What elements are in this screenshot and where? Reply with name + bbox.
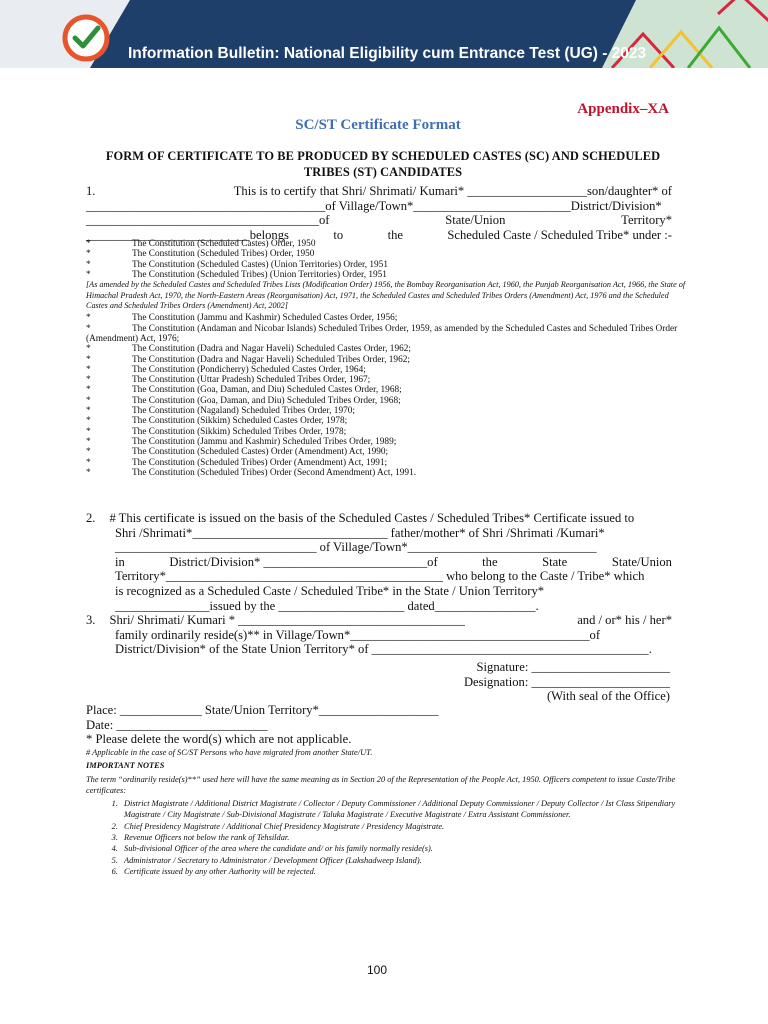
para1-text: the [387,227,403,242]
asterisk-marker: * [86,239,91,249]
asterisk-marker: * [86,436,91,447]
order-item [86,355,686,365]
asterisk-marker: * [86,354,91,365]
order-text: The Constitution (Andaman and Nicobar Islands) Scheduled Tribes Order, 1959, as amended by the Scheduled Castes and Scheduled Tribes Order (Amendment) Act, 1976; [86,323,678,344]
asterisk-marker: * [86,395,91,406]
para1-text: to [333,227,344,242]
order-item [86,270,686,280]
para3-family: and / or* his / her* [577,613,672,628]
para2-text: District/Division* __________________________of [169,554,438,569]
order-text: The Constitution (Scheduled Tribes) Order, 1950 [132,249,315,260]
para2-line-3: ________________________________ of Village/Town*______________________________ [115,540,597,555]
para2-text: # This certificate is issued on the basis of the Scheduled Castes / Scheduled Tribes* Certificate issued to [109,511,635,525]
asterisk-marker: * [86,249,91,260]
order-text: The Constitution (Scheduled Castes) (Union Territories) Order, 1951 [132,259,388,270]
para2-line-2: Shri /Shrimati*_______________________________ father/mother* of Shri /Shrimati /Kumari* [115,525,605,540]
order-text: The Constitution (Scheduled Castes) Order (Amendment) Act, 1990; [132,447,389,458]
notes-intro: The term “ordinarily reside(s)**” used here will have the same meaning as in Section 20 of the Representation of the People Act, 1950. Officers competent to issue Caste/Tribe certificates: [86,774,676,795]
nta-logo [62,14,110,62]
officer-list-item: 6. Certificate issued by any other Authority will be rejected. [120,866,682,877]
asterisk-marker: * [86,406,91,417]
document-header [0,0,768,68]
order-item [86,468,686,478]
orders-group-b [86,313,686,478]
officer-list-item: 2. Chief Presidency Magistrate / Additional Chief Presidency Magistrate / Presidency Magistrate. [120,821,682,832]
para2-number: 2. [86,511,96,525]
competent-officers-list [86,798,682,877]
important-notes [86,747,682,877]
officer-list-item: 3. Revenue Officers not below the rank of Tehsildar. [120,832,682,843]
page-number: 100 [366,963,388,977]
order-text: The Constitution (Dadra and Nagar Haveli) Scheduled Tribes Order, 1962; [132,354,410,365]
asterisk-marker: * [86,323,91,334]
order-item [86,365,686,375]
order-item [86,416,686,426]
order-item [86,385,686,395]
para1-text: ______________________________________of Village/Town*_________________________District/Division* [86,198,662,213]
para2-text: in [115,554,125,569]
order-text: The Constitution (Nagaland) Scheduled Tribes Order, 1970; [132,406,355,417]
signature-block [464,660,670,704]
para1-line-3 [86,213,672,228]
para3-number: 3. [86,613,96,628]
order-item [86,427,686,437]
asterisk-marker: * [86,259,91,270]
order-text: The Constitution (Scheduled Tribes) (Union Territories) Order, 1951 [132,269,387,280]
migration-note: # Applicable in the case of SC/ST Persons who have migrated from another State/UT. [86,748,373,757]
asterisk-marker: * [86,375,91,386]
signature-line: Signature: ______________________ [476,660,670,674]
order-item [86,313,686,323]
asterisk-marker: * [86,467,91,478]
officer-list-item: 4. Sub-divisional Officer of the area where the candidate and/ or his family normally reside(s). [120,843,682,854]
order-item [86,396,686,406]
para1-number: 1. [86,184,96,198]
place-date-block [86,703,486,747]
order-text: The Constitution (Scheduled Castes) Order, 1950 [132,239,316,249]
constitution-orders-list [86,239,686,478]
date-line: Date: ________________________ [86,717,268,732]
order-item [86,344,686,354]
asterisk-marker: * [86,313,91,324]
asterisk-marker: * [86,344,91,355]
asterisk-marker: * [86,426,91,437]
order-text: The Constitution (Dadra and Nagar Haveli) Scheduled Castes Order, 1962; [132,344,411,355]
certificate-paragraph-1 [86,184,672,242]
logo-check-icon [62,14,110,62]
asterisk-marker: * [86,416,91,427]
order-item [86,447,686,457]
order-item [86,458,686,468]
order-item [86,260,686,270]
para3-line-2: family ordinarily reside(s)** in Village/Town*______________________________________of [115,627,601,642]
para1-text: Territory* [621,213,672,227]
asterisk-marker: * [86,385,91,396]
para1-text: Scheduled Caste / Scheduled Tribe* under :- [447,227,672,242]
order-text: The Constitution (Goa, Daman, and Diu) Scheduled Tribes Order, 1968; [132,395,401,406]
order-item [86,324,686,345]
order-item [86,437,686,447]
para1-text: This is to certify that Shri/ Shrimati/ Kumari* ___________________son/daughter* of [233,184,672,198]
para1-text: State/Union [445,213,506,227]
order-text: The Constitution (Sikkim) Scheduled Castes Order, 1978; [132,416,348,427]
para2-text: State [542,554,568,569]
order-text: The Constitution (Pondicherry) Scheduled Castes Order, 1964; [132,364,366,375]
certificate-format-title: SC/ST Certificate Format [295,117,461,133]
order-item [86,239,686,249]
para2-line-4 [86,555,672,570]
para2-line-7: _______________issued by the ____________________ dated________________. [115,598,539,613]
appendix-label: Appendix–XA [577,101,669,117]
para3-line-3: District/Division* of the State Union Territory* of ____________________________________________. [115,642,652,657]
para3-name-blank: Shri/ Shrimati/ Kumari * ____________________________________ [109,613,465,628]
order-text: The Constitution (Jammu and Kashmir) Scheduled Castes Order, 1956; [132,313,398,324]
order-text: The Constitution (Scheduled Tribes) Order (Amendment) Act, 1991; [132,457,388,468]
asterisk-marker: * [86,269,91,280]
bulletin-title: Information Bulletin: National Eligibility cum Entrance Test (UG) - 2023 [128,45,647,62]
form-heading: FORM OF CERTIFICATE TO BE PRODUCED BY SCHEDULED CASTES (SC) AND SCHEDULED TRIBES (ST) CANDIDATES [105,149,661,179]
order-text: The Constitution (Uttar Pradesh) Scheduled Tribes Order, 1967; [132,375,371,386]
delete-note: * Please delete the word(s) which are not applicable. [86,732,352,747]
officer-list-item: 1. District Magistrate / Additional District Magistrate / Collector / Deputy Commissioner / Additional Deputy Commissioner / Deputy Collector / Ist Class Stipendiary Magistrate / City Magistrate / Sub-Divisional Magistrate / Taluka Magistrate / Executive Magistrate / Extra Assistant Commissioner. [120,798,682,821]
officer-list-item: 5. Administrator / Secretary to Administrator / Development Officer (Lakshadweep Island). [120,855,682,866]
order-item [86,249,686,259]
para1-line-1 [86,184,672,199]
para1-line-2 [86,199,672,214]
order-text: The Constitution (Goa, Daman, and Diu) Scheduled Castes Order, 1968; [132,385,402,396]
para3-line-1 [86,613,672,628]
order-item [86,406,686,416]
place-line: Place: _____________ State/Union Territory*___________________ [86,703,439,717]
order-text: The Constitution (Scheduled Tribes) Order (Second Amendment) Act, 1991. [132,467,417,478]
para2-text: the [482,554,498,569]
para1-text: __________________________belongs [86,227,289,242]
office-seal-note: (With seal of the Office) [546,689,670,704]
para2-line-6: is recognized as a Scheduled Caste / Scheduled Tribe* in the State / Union Territory* [115,583,545,598]
para2-line-1 [86,511,672,526]
orders-group-a [86,239,686,280]
asterisk-marker: * [86,457,91,468]
para3-text [95,613,672,628]
asterisk-marker: * [86,364,91,375]
order-item [86,375,686,385]
order-text: The Constitution (Jammu and Kashmir) Scheduled Tribes Order, 1989; [132,436,397,447]
order-text: The Constitution (Sikkim) Scheduled Tribes Order, 1978; [132,426,347,437]
designation-line: Designation: ______________________ [463,674,670,689]
asterisk-marker: * [86,447,91,458]
para1-text: _____________________________________of [86,213,330,227]
amendment-note: [As amended by the Scheduled Castes and Scheduled Tribes Lists (Modification Order) 1956, the Bombay Reorganisation Act, 1960, the Punjab Reorganisation Act, 1966, the State of Himachal Pradesh Act, 1970, the North-Eastern Areas (Reorganisation) Act, 1971, the Scheduled Castes and Scheduled Tribes Orders (Amendment) Act, 1976 and the Scheduled Castes and Scheduled Tribes Orders (Amendment) Act, 2002] [86,280,686,310]
para2-text: State/Union [611,554,672,569]
certificate-paragraph-2-3 [86,511,672,657]
notes-heading: IMPORTANT NOTES [86,761,165,771]
para2-line-5: Territory*____________________________________________ who belong to the Caste / Tribe* which [115,569,645,584]
